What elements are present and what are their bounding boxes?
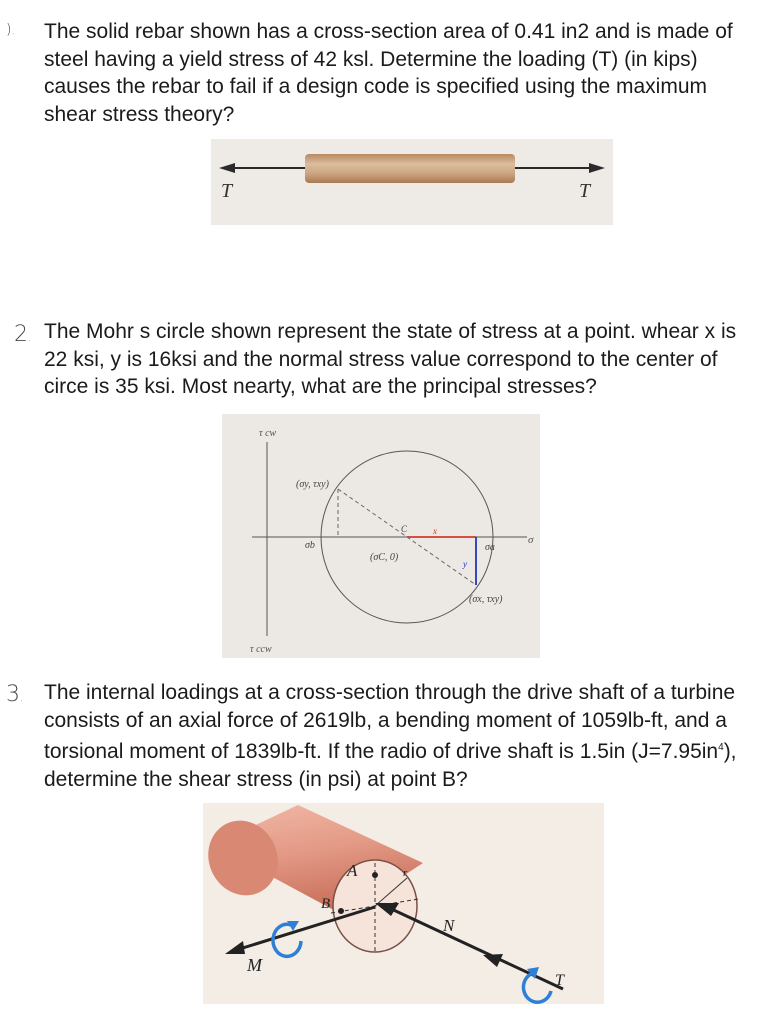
question-3-text-before: The internal loadings at a cross-section through the drive shaft of a turbine consists of an axial force of 2619lb, a bending moment of 1059lb-ft, and a torsional moment of 1839lb-ft. If the radio of drive shaft is 1.5in (J=7.95in [44, 681, 736, 763]
moment-rotation-arrow [273, 924, 301, 956]
left-t-label: T [221, 180, 233, 202]
question-3-number: 3. [6, 682, 24, 707]
tau-cw-label: τ cw [259, 428, 277, 439]
point-x-label: (σx, τxy) [469, 594, 503, 605]
label-b: B [321, 896, 331, 912]
mohr-circle-figure [222, 414, 540, 658]
x-marker: x [433, 526, 437, 536]
question-1-number: ). [6, 22, 15, 38]
rebar-figure [211, 139, 613, 225]
label-r: r [403, 867, 408, 879]
y-marker: y [463, 559, 467, 569]
question-2-text: The Mohr s circle shown represent the state of stress at a point. whear x is 22 ksi, y is 16ksi and the normal stress value correspond to the center of circe is 35 ksi. Most nearty, what are the principal stresses? [44, 320, 737, 398]
sigma-a-label: σa [485, 542, 495, 553]
center-letter: C [401, 524, 408, 534]
rebar-bar [305, 154, 515, 183]
sigma-b-label: σb [305, 540, 315, 551]
point-b [338, 908, 344, 914]
point-a [372, 872, 378, 878]
question-1-text: The solid rebar shown has a cross-section area of 0.41 in2 and is made of steel having a yield stress of 42 ksl. Determine the loading (T) (in kips) causes the rebar to fail if a design code is specified using the maximum shear stress theory? [44, 20, 733, 126]
tau-ccw-label: τ ccw [250, 644, 272, 655]
axial-force-line [385, 906, 563, 989]
label-n: N [443, 916, 455, 935]
label-t: T [555, 972, 564, 989]
right-t-label: T [579, 180, 591, 202]
label-m: M [247, 955, 262, 975]
question-3-text [44, 679, 764, 793]
point-y-label: (σy, τxy) [296, 479, 329, 490]
sigma-axis-label: σ [528, 534, 534, 546]
drive-shaft-figure [203, 803, 604, 1004]
question-3-text-after: ), determine the shear stress (in psi) at point B? [44, 740, 737, 791]
question-3-superscript: 4 [718, 742, 724, 753]
question-2-number: 2. [14, 322, 32, 347]
label-a: A [347, 861, 358, 880]
center-label: (σC, 0) [370, 552, 399, 563]
